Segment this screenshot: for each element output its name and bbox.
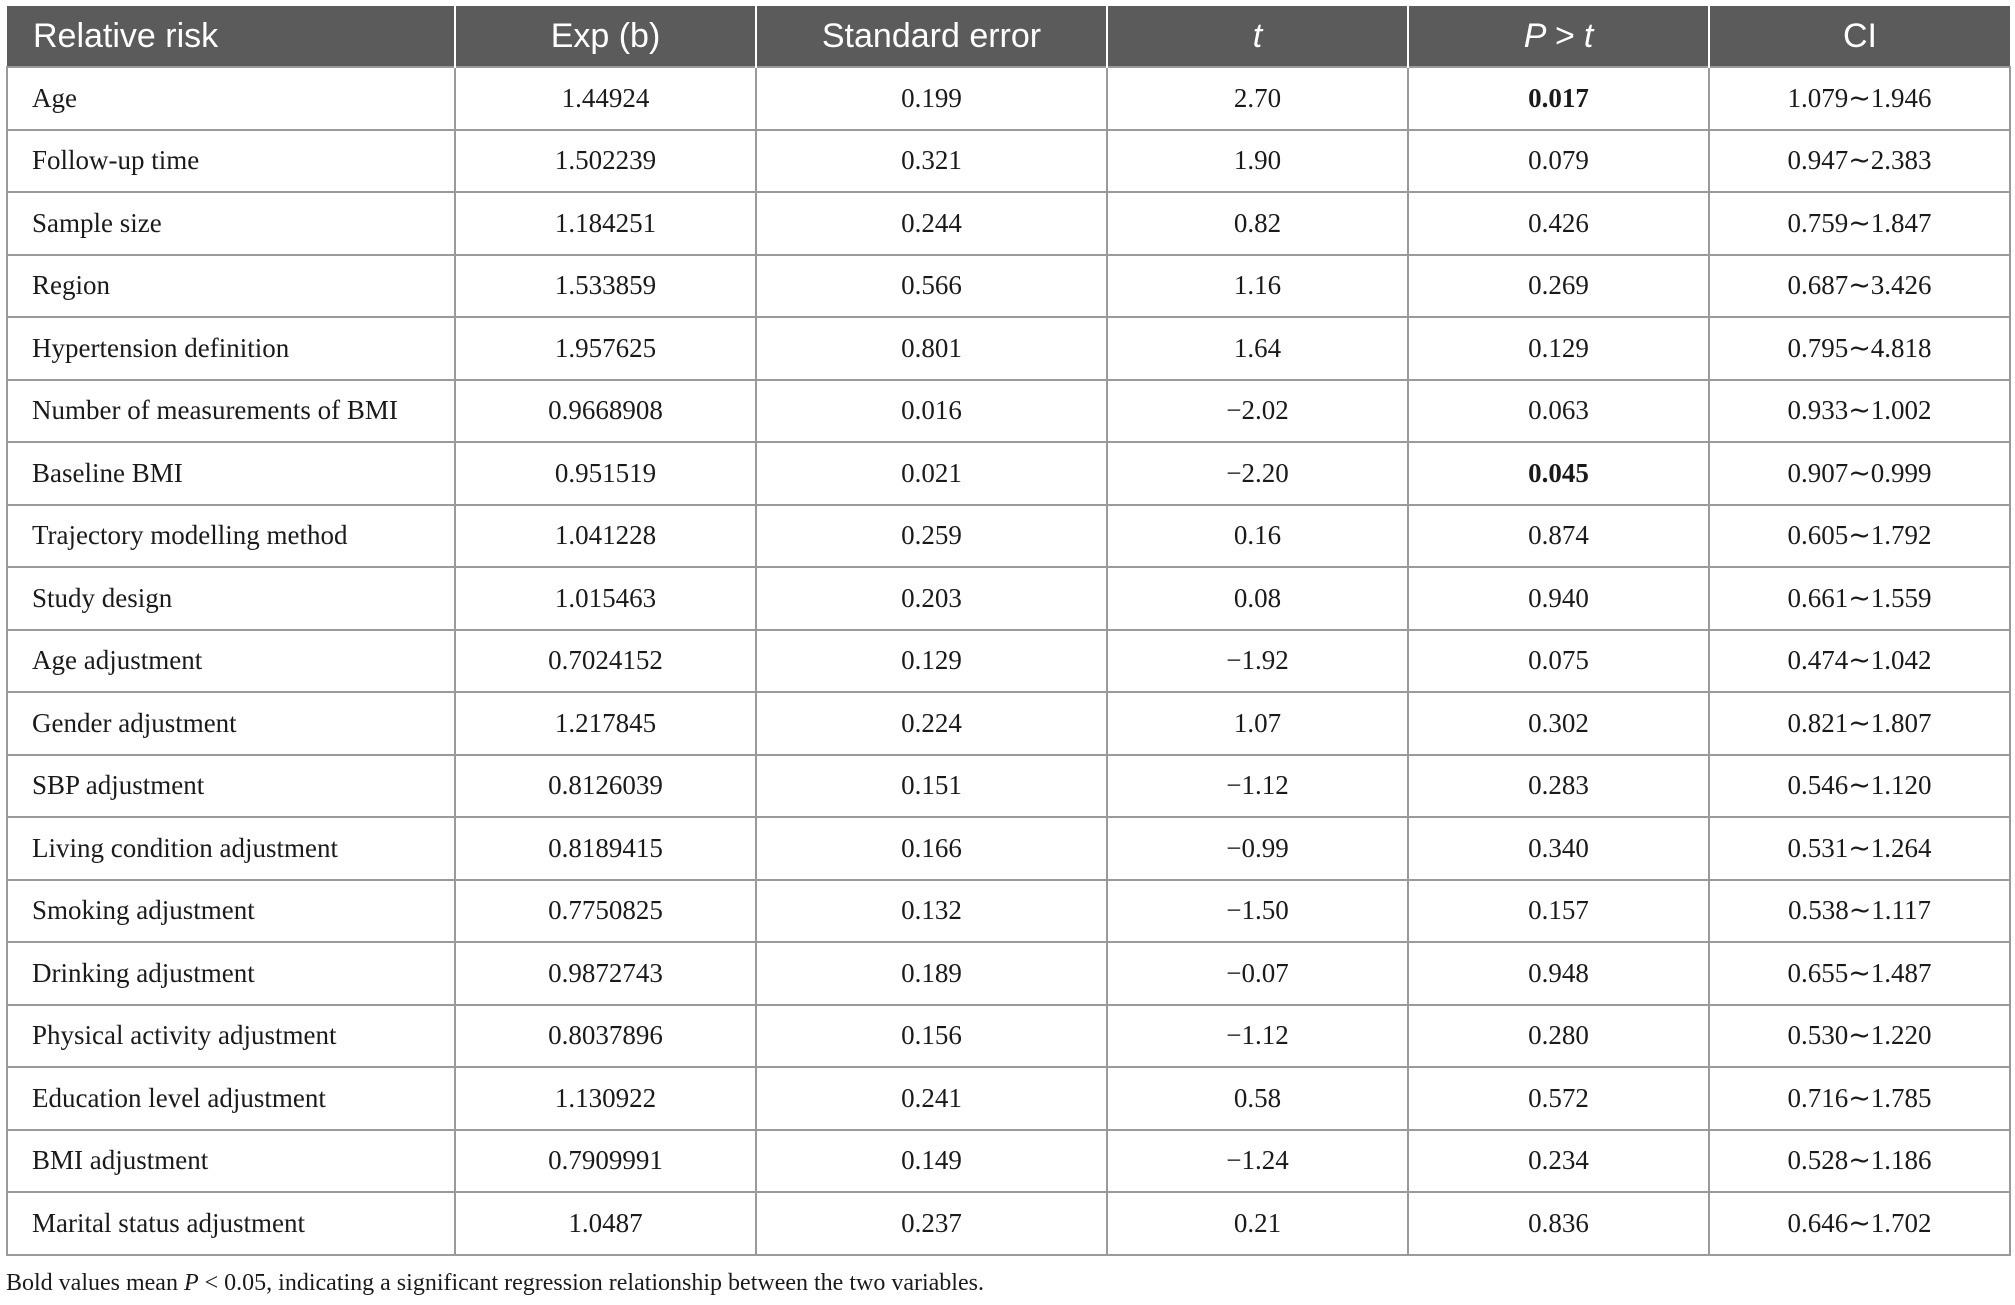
- footnote-text-before: Bold values mean: [6, 1270, 184, 1296]
- row-label: Study design: [7, 567, 455, 630]
- footnote-p-symbol: P: [183, 1270, 199, 1296]
- cell-t: 0.08: [1107, 567, 1408, 630]
- cell-ci: 0.474∼1.042: [1709, 630, 2010, 693]
- table-row: [7, 1192, 2010, 1255]
- cell-ci: 0.795∼4.818: [1709, 317, 2010, 380]
- table-row: [7, 505, 2010, 568]
- cell-ci: 0.933∼1.002: [1709, 380, 2010, 443]
- cell-standard-error: 0.149: [756, 1130, 1107, 1193]
- cell-t: 1.64: [1107, 317, 1408, 380]
- cell-standard-error: 0.566: [756, 255, 1107, 318]
- cell-p-value: 0.283: [1408, 755, 1709, 818]
- table-row: [7, 630, 2010, 693]
- cell-t: 1.90: [1107, 130, 1408, 193]
- cell-p-value: 0.075: [1408, 630, 1709, 693]
- cell-ci: 0.759∼1.847: [1709, 192, 2010, 255]
- cell-standard-error: 0.259: [756, 505, 1107, 568]
- cell-exp-b: 1.184251: [455, 192, 756, 255]
- cell-p-value: 0.017: [1408, 67, 1709, 130]
- cell-t: 2.70: [1107, 67, 1408, 130]
- cell-exp-b: 1.041228: [455, 505, 756, 568]
- row-label: Physical activity adjustment: [7, 1005, 455, 1068]
- cell-p-value: 0.836: [1408, 1192, 1709, 1255]
- cell-exp-b: 0.7024152: [455, 630, 756, 693]
- cell-p-value: 0.234: [1408, 1130, 1709, 1193]
- cell-exp-b: 1.44924: [455, 67, 756, 130]
- cell-exp-b: 0.951519: [455, 442, 756, 505]
- table-row: [7, 1130, 2010, 1193]
- cell-standard-error: 0.156: [756, 1005, 1107, 1068]
- cell-standard-error: 0.244: [756, 192, 1107, 255]
- cell-t: −2.02: [1107, 380, 1408, 443]
- cell-ci: 0.538∼1.117: [1709, 880, 2010, 943]
- table-row: [7, 880, 2010, 943]
- row-label: Trajectory modelling method: [7, 505, 455, 568]
- cell-p-value: 0.045: [1408, 442, 1709, 505]
- header-standard-error: Standard error: [756, 6, 1107, 67]
- cell-standard-error: 0.321: [756, 130, 1107, 193]
- table-row: [7, 130, 2010, 193]
- cell-t: 1.16: [1107, 255, 1408, 318]
- row-label: Drinking adjustment: [7, 942, 455, 1005]
- cell-standard-error: 0.151: [756, 755, 1107, 818]
- cell-t: −1.12: [1107, 755, 1408, 818]
- cell-t: −0.07: [1107, 942, 1408, 1005]
- table-row: [7, 1005, 2010, 1068]
- cell-exp-b: 0.7909991: [455, 1130, 756, 1193]
- row-label: Region: [7, 255, 455, 318]
- cell-exp-b: 1.502239: [455, 130, 756, 193]
- cell-p-value: 0.079: [1408, 130, 1709, 193]
- table-row: [7, 1067, 2010, 1130]
- cell-standard-error: 0.241: [756, 1067, 1107, 1130]
- cell-p-value: 0.572: [1408, 1067, 1709, 1130]
- row-label: Hypertension definition: [7, 317, 455, 380]
- row-label: Education level adjustment: [7, 1067, 455, 1130]
- cell-standard-error: 0.199: [756, 67, 1107, 130]
- table-row: [7, 380, 2010, 443]
- cell-p-value: 0.157: [1408, 880, 1709, 943]
- cell-exp-b: 1.130922: [455, 1067, 756, 1130]
- cell-p-value: 0.302: [1408, 692, 1709, 755]
- cell-exp-b: 1.0487: [455, 1192, 756, 1255]
- row-label: Baseline BMI: [7, 442, 455, 505]
- table-row: [7, 67, 2010, 130]
- cell-p-value: 0.940: [1408, 567, 1709, 630]
- cell-ci: 0.687∼3.426: [1709, 255, 2010, 318]
- table-row: [7, 692, 2010, 755]
- cell-p-value: 0.280: [1408, 1005, 1709, 1068]
- row-label: BMI adjustment: [7, 1130, 455, 1193]
- table-row: [7, 317, 2010, 380]
- header-t: t: [1107, 6, 1408, 67]
- footnote-text-after: < 0.05, indicating a significant regression relationship between the two variables.: [198, 1270, 984, 1296]
- header-exp-b: Exp (b): [455, 6, 756, 67]
- row-label: Smoking adjustment: [7, 880, 455, 943]
- cell-exp-b: 0.7750825: [455, 880, 756, 943]
- row-label: Follow-up time: [7, 130, 455, 193]
- cell-standard-error: 0.801: [756, 317, 1107, 380]
- cell-ci: 0.646∼1.702: [1709, 1192, 2010, 1255]
- results-table-container: [6, 6, 2009, 1256]
- table-header: [7, 6, 2010, 67]
- cell-p-value: 0.269: [1408, 255, 1709, 318]
- cell-exp-b: 1.957625: [455, 317, 756, 380]
- cell-t: 1.07: [1107, 692, 1408, 755]
- cell-standard-error: 0.224: [756, 692, 1107, 755]
- table-row: [7, 255, 2010, 318]
- cell-standard-error: 0.237: [756, 1192, 1107, 1255]
- row-label: Number of measurements of BMI: [7, 380, 455, 443]
- cell-exp-b: 0.8037896: [455, 1005, 756, 1068]
- table-body: [7, 67, 2010, 1255]
- cell-standard-error: 0.166: [756, 817, 1107, 880]
- regression-results-table: [6, 6, 2011, 1256]
- table-row: [7, 942, 2010, 1005]
- cell-t: 0.21: [1107, 1192, 1408, 1255]
- cell-exp-b: 0.9668908: [455, 380, 756, 443]
- cell-p-value: 0.129: [1408, 317, 1709, 380]
- row-label: Marital status adjustment: [7, 1192, 455, 1255]
- cell-exp-b: 1.015463: [455, 567, 756, 630]
- cell-standard-error: 0.189: [756, 942, 1107, 1005]
- row-label: Age adjustment: [7, 630, 455, 693]
- header-ci: CI: [1709, 6, 2010, 67]
- cell-standard-error: 0.016: [756, 380, 1107, 443]
- row-label: Living condition adjustment: [7, 817, 455, 880]
- cell-exp-b: 1.217845: [455, 692, 756, 755]
- cell-ci: 0.531∼1.264: [1709, 817, 2010, 880]
- cell-t: −1.50: [1107, 880, 1408, 943]
- cell-exp-b: 0.9872743: [455, 942, 756, 1005]
- cell-p-value: 0.874: [1408, 505, 1709, 568]
- row-label: SBP adjustment: [7, 755, 455, 818]
- row-label: Sample size: [7, 192, 455, 255]
- cell-exp-b: 0.8189415: [455, 817, 756, 880]
- cell-t: −1.24: [1107, 1130, 1408, 1193]
- cell-t: 0.82: [1107, 192, 1408, 255]
- cell-p-value: 0.948: [1408, 942, 1709, 1005]
- cell-p-value: 0.063: [1408, 380, 1709, 443]
- row-label: Gender adjustment: [7, 692, 455, 755]
- table-row: [7, 755, 2010, 818]
- cell-ci: 0.530∼1.220: [1709, 1005, 2010, 1068]
- row-label: Age: [7, 67, 455, 130]
- cell-standard-error: 0.132: [756, 880, 1107, 943]
- table-footnote: [6, 1270, 984, 1297]
- cell-p-value: 0.340: [1408, 817, 1709, 880]
- cell-p-value: 0.426: [1408, 192, 1709, 255]
- table-row: [7, 817, 2010, 880]
- cell-t: −0.99: [1107, 817, 1408, 880]
- cell-ci: 0.528∼1.186: [1709, 1130, 2010, 1193]
- cell-exp-b: 0.8126039: [455, 755, 756, 818]
- cell-standard-error: 0.203: [756, 567, 1107, 630]
- cell-ci: 0.661∼1.559: [1709, 567, 2010, 630]
- cell-ci: 0.947∼2.383: [1709, 130, 2010, 193]
- table-row: [7, 442, 2010, 505]
- cell-ci: 0.821∼1.807: [1709, 692, 2010, 755]
- table-row: [7, 567, 2010, 630]
- cell-t: −2.20: [1107, 442, 1408, 505]
- cell-t: 0.16: [1107, 505, 1408, 568]
- header-row: [7, 6, 2010, 67]
- cell-ci: 0.655∼1.487: [1709, 942, 2010, 1005]
- cell-exp-b: 1.533859: [455, 255, 756, 318]
- cell-t: 0.58: [1107, 1067, 1408, 1130]
- table-row: [7, 192, 2010, 255]
- header-relative-risk: Relative risk: [7, 6, 455, 67]
- cell-standard-error: 0.021: [756, 442, 1107, 505]
- cell-standard-error: 0.129: [756, 630, 1107, 693]
- header-p-value: P > t: [1408, 6, 1709, 67]
- cell-ci: 1.079∼1.946: [1709, 67, 2010, 130]
- cell-ci: 0.546∼1.120: [1709, 755, 2010, 818]
- cell-ci: 0.605∼1.792: [1709, 505, 2010, 568]
- cell-t: −1.92: [1107, 630, 1408, 693]
- cell-ci: 0.716∼1.785: [1709, 1067, 2010, 1130]
- cell-ci: 0.907∼0.999: [1709, 442, 2010, 505]
- cell-t: −1.12: [1107, 1005, 1408, 1068]
